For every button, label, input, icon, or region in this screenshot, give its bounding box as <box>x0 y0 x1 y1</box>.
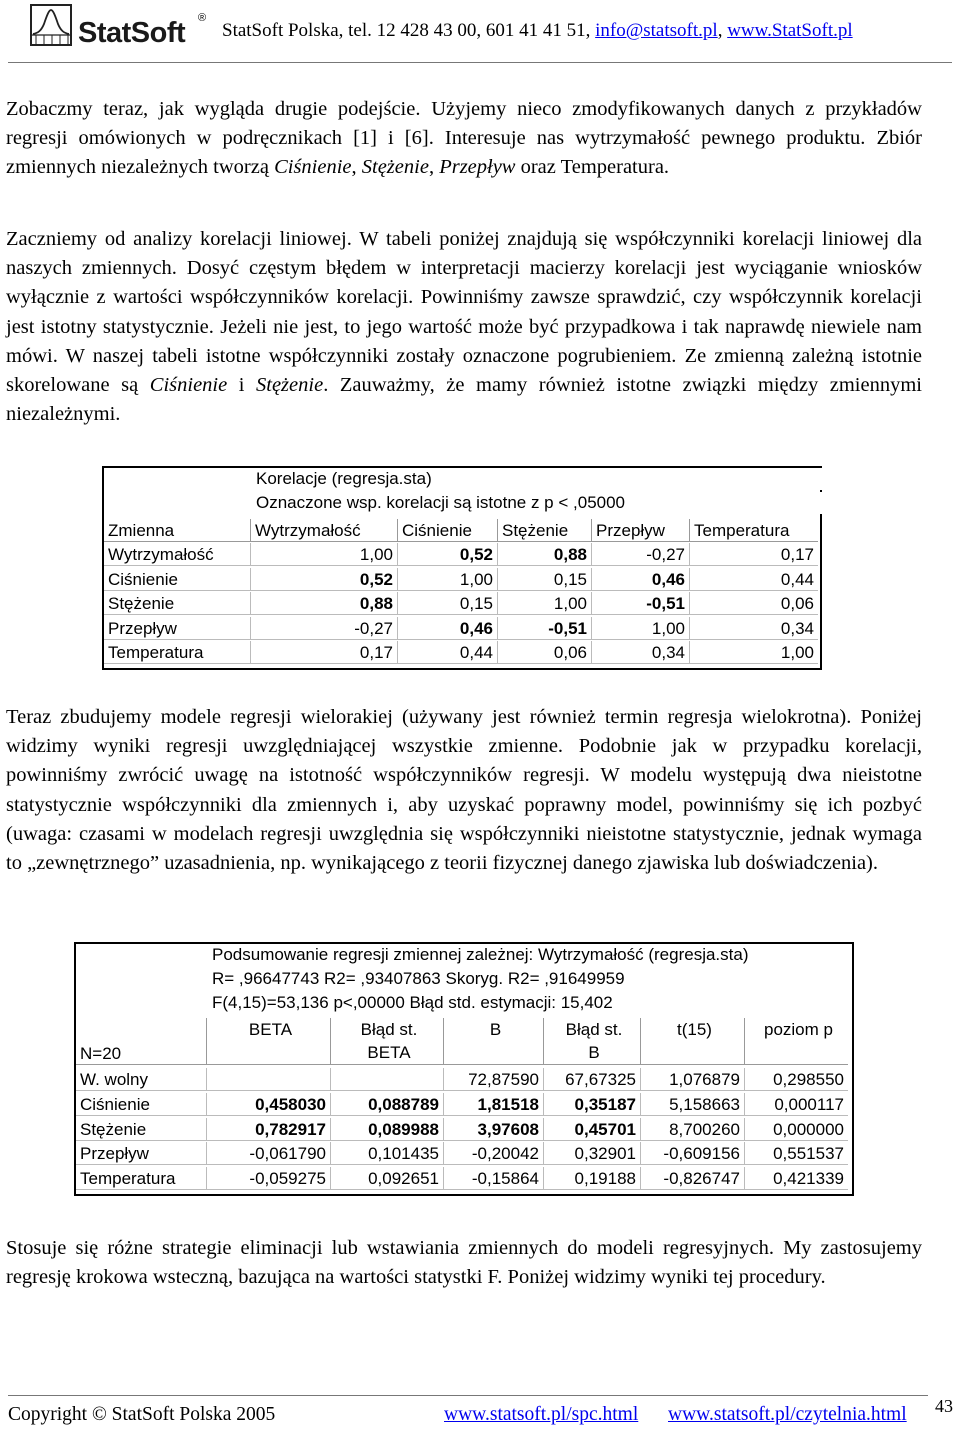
corr-table-subtitle: Oznaczone wsp. korelacji są istotne z p < ,05000 <box>250 492 822 514</box>
reg-cell: -0,609156 <box>640 1142 744 1165</box>
para2-text-2: i <box>227 374 257 397</box>
corr-table-title: Korelacje (regresja.sta) <box>250 468 822 490</box>
page-footer <box>8 1395 928 1425</box>
reg-cell: 0,421339 <box>744 1167 848 1190</box>
page-number: 43 <box>935 1396 953 1416</box>
corr-row-label: Stężenie <box>104 592 250 615</box>
corr-cell: 0,46 <box>591 568 689 591</box>
reg-cell: 0,32901 <box>543 1142 640 1165</box>
copyright-text: Copyright © StatSoft Polska 2005 <box>8 1404 276 1425</box>
statsoft-logo-icon <box>30 4 72 46</box>
reg-corner-label: N=20 <box>76 1042 206 1065</box>
paragraph-intro <box>6 95 922 183</box>
reg-cell: 0,000000 <box>744 1118 848 1141</box>
paragraph-regression: Teraz zbudujemy modele regresji wielorakiej (używany jest również termin regresja wielokrotna). Poniżej widzimy wyniki regresji uwzględniającej wszystkie zmienne. Podobnie jak w przypadku korelacji, powinniśmy zwrócić uwagę na istotność współczynników regresji. W modelu występują dwa nieistotne statystycznie współczynniki dla zmiennych i, aby uzyskać poprawny model, powinniśmy się ich pozbyć (uwaga: czasami w modelach regresji uwzględnia się współczynniki nieistotne statystycznie, jednak wymaga to „zewnętrznego” uzasadnienia, np. wynikającego z teorii fizycznej danego zjawiska lub doświadczenia). <box>6 706 922 875</box>
para2-text-1: Zaczniemy od analizy korelacji liniowej. W tabeli poniżej znajdują się współczynniki korelacji liniowej dla naszych zmiennych. Dosyć częstym błędem w interpretacji macierzy korelacji jest wyciąganie wniosków wyłącznie z wartości współczynników korelacji. Powinniśmy zawsze sprawdzić, czy współczynnik korelacji jest istotny statystycznie. Jeżeli nie jest, to jego wartość może być przypadkowa i tak naprawdę niewiele nam mówi. W naszej tabeli istotne współczynniki zostały oznaczone pogrubieniem. Ze zmienną zależną istotnie skorelowane są <box>6 228 922 397</box>
reg-cell: 67,67325 <box>543 1068 640 1091</box>
registered-mark: ® <box>198 12 207 24</box>
corr-cell: -0,51 <box>497 617 591 640</box>
corr-row-label: Temperatura <box>104 641 250 664</box>
para1-text-4: oraz Temperatura. <box>515 156 670 179</box>
logo-wordmark: StatSoft <box>78 17 186 49</box>
reg-row-label: Temperatura <box>76 1167 206 1190</box>
corr-corner-label: Zmienna <box>104 519 250 542</box>
reg-cell: 1,81518 <box>443 1093 543 1116</box>
corr-cell: 0,44 <box>689 568 818 591</box>
reg-column-header-line1: Błąd st. <box>360 1020 418 1039</box>
corr-cell: 0,46 <box>397 617 497 640</box>
para2-text-3: . Zauważmy, że mamy również istotne związki między zmiennymi niezależnymi. <box>6 374 922 426</box>
reg-cell: 0,19188 <box>543 1167 640 1190</box>
reg-column-header <box>206 1018 330 1065</box>
reg-cell <box>330 1068 443 1091</box>
corr-cell: 1,00 <box>497 592 591 615</box>
spc-link[interactable]: www.statsoft.pl/spc.html <box>444 1404 639 1425</box>
corr-cell: 1,00 <box>591 617 689 640</box>
reg-column-header-line1: Błąd st. <box>565 1020 623 1039</box>
corr-cell: -0,51 <box>591 592 689 615</box>
para1-text-2: , <box>351 156 362 179</box>
corr-cell: 0,17 <box>250 641 397 664</box>
reg-cell: 0,551537 <box>744 1142 848 1165</box>
reg-cell: -0,059275 <box>206 1167 330 1190</box>
reg-column-header-line1: B <box>489 1020 502 1039</box>
reg-column-header-line1: poziom p <box>764 1020 833 1039</box>
regression-summary-table <box>74 942 854 1196</box>
corr-row-label: Przepływ <box>104 617 250 640</box>
page-header <box>8 0 952 62</box>
reg-row-label: Przepływ <box>76 1142 206 1165</box>
reg-cell: -0,826747 <box>640 1167 744 1190</box>
reg-row-label: Ciśnienie <box>76 1093 206 1116</box>
paragraph-correlation <box>6 225 922 429</box>
corr-column-header: Stężenie <box>497 519 591 542</box>
correlation-table <box>102 466 822 670</box>
reg-cell: -0,20042 <box>443 1142 543 1165</box>
website-link[interactable]: www.StatSoft.pl <box>727 20 853 41</box>
corr-cell: 0,88 <box>250 592 397 615</box>
reg-cell: 0,101435 <box>330 1142 443 1165</box>
reg-table-stats-f: F(4,15)=53,136 p<,00000 Błąd std. estymacji: 15,402 <box>206 992 852 1014</box>
reg-cell <box>206 1068 330 1091</box>
reg-cell: -0,15864 <box>443 1167 543 1190</box>
reg-column-header-line1: BETA <box>248 1020 293 1039</box>
corr-row-label: Wytrzymałość <box>104 543 250 566</box>
reg-cell: 3,97608 <box>443 1118 543 1141</box>
para1-text-3: , <box>428 156 440 179</box>
reg-cell: 72,87590 <box>443 1068 543 1091</box>
corr-cell: 0,34 <box>689 617 818 640</box>
corr-cell: 0,88 <box>497 543 591 566</box>
reg-cell: 5,158663 <box>640 1093 744 1116</box>
corr-cell: 0,06 <box>497 641 591 664</box>
corr-cell: 0,17 <box>689 543 818 566</box>
reg-column-header <box>443 1018 543 1065</box>
corr-cell: 1,00 <box>689 641 818 664</box>
corr-cell: 0,15 <box>397 592 497 615</box>
reg-cell: 8,700260 <box>640 1118 744 1141</box>
reg-cell: 0,092651 <box>330 1167 443 1190</box>
reg-table-title: Podsumowanie regresji zmiennej zależnej: Wytrzymałość (regresja.sta) <box>206 944 852 966</box>
corr-cell: 0,52 <box>250 568 397 591</box>
corr-cell: 1,00 <box>250 543 397 566</box>
email-link[interactable]: info@statsoft.pl <box>595 20 718 41</box>
reg-cell: 0,298550 <box>744 1068 848 1091</box>
var-cisnienie: Ciśnienie <box>149 374 228 397</box>
contact-info <box>222 20 853 42</box>
reg-table-stats-r: R= ,96647743 R2= ,93407863 Skoryg. R2= ,91649959 <box>206 968 852 990</box>
reg-column-header <box>543 1018 640 1065</box>
var-stezenie: Stężenie <box>361 156 429 179</box>
header-divider <box>8 62 952 63</box>
reg-cell: 0,088789 <box>330 1093 443 1116</box>
reg-cell: 0,782917 <box>206 1118 330 1141</box>
contact-text: StatSoft Polska, tel. 12 428 43 00, 601 41 41 51, <box>222 20 591 41</box>
reg-cell: 0,45701 <box>543 1118 640 1141</box>
corr-cell: 0,34 <box>591 641 689 664</box>
reg-column-header <box>744 1018 848 1065</box>
reg-column-header <box>640 1018 744 1065</box>
reg-cell: -0,061790 <box>206 1142 330 1165</box>
czytelnia-link[interactable]: www.statsoft.pl/czytelnia.html <box>668 1404 907 1425</box>
corr-cell: 1,00 <box>397 568 497 591</box>
corr-column-header: Przepływ <box>591 519 689 542</box>
reg-cell: 0,000117 <box>744 1093 848 1116</box>
reg-cell: 0,35187 <box>543 1093 640 1116</box>
reg-column-header-line1: t(15) <box>677 1020 712 1039</box>
corr-cell: 0,06 <box>689 592 818 615</box>
reg-cell: 0,458030 <box>206 1093 330 1116</box>
reg-column-header-line2: BETA <box>367 1043 411 1062</box>
var-przeplyw: Przepływ <box>439 156 516 179</box>
corr-cell: -0,27 <box>591 543 689 566</box>
contact-separator: , <box>717 20 723 41</box>
corr-cell: 0,15 <box>497 568 591 591</box>
reg-row-label: W. wolny <box>76 1068 206 1091</box>
reg-cell: 0,089988 <box>330 1118 443 1141</box>
corr-column-header: Wytrzymałość <box>250 519 397 542</box>
corr-column-header: Ciśnienie <box>397 519 497 542</box>
paragraph-stepwise: Stosuje się różne strategie eliminacji lub wstawiania zmiennych do modeli regresyjnych. My zastosujemy regresję krokowa wsteczną, bazująca na wartości statystki F. Poniżej widzimy wyniki tej procedury. <box>6 1237 922 1289</box>
corr-row-label: Ciśnienie <box>104 568 250 591</box>
para1-text-1: Zobaczmy teraz, jak wygląda drugie podejście. Użyjemy nieco zmodyfikowanych danych z przykładów regresji omówionych w podręcznikach [1] i [6]. Interesuje nas wytrzymałość pewnego produktu. Zbiór zmiennych niezależnych tworzą <box>6 98 922 179</box>
corr-column-header: Temperatura <box>689 519 818 542</box>
corr-cell: 0,52 <box>397 543 497 566</box>
var-stezenie: Stężenie <box>256 374 324 397</box>
var-cisnienie: Ciśnienie <box>274 156 352 179</box>
corr-cell: 0,44 <box>397 641 497 664</box>
reg-column-header <box>330 1018 443 1065</box>
reg-row-label: Stężenie <box>76 1118 206 1141</box>
reg-cell: 1,076879 <box>640 1068 744 1091</box>
corr-cell: -0,27 <box>250 617 397 640</box>
reg-column-header-line2: B <box>588 1043 600 1062</box>
